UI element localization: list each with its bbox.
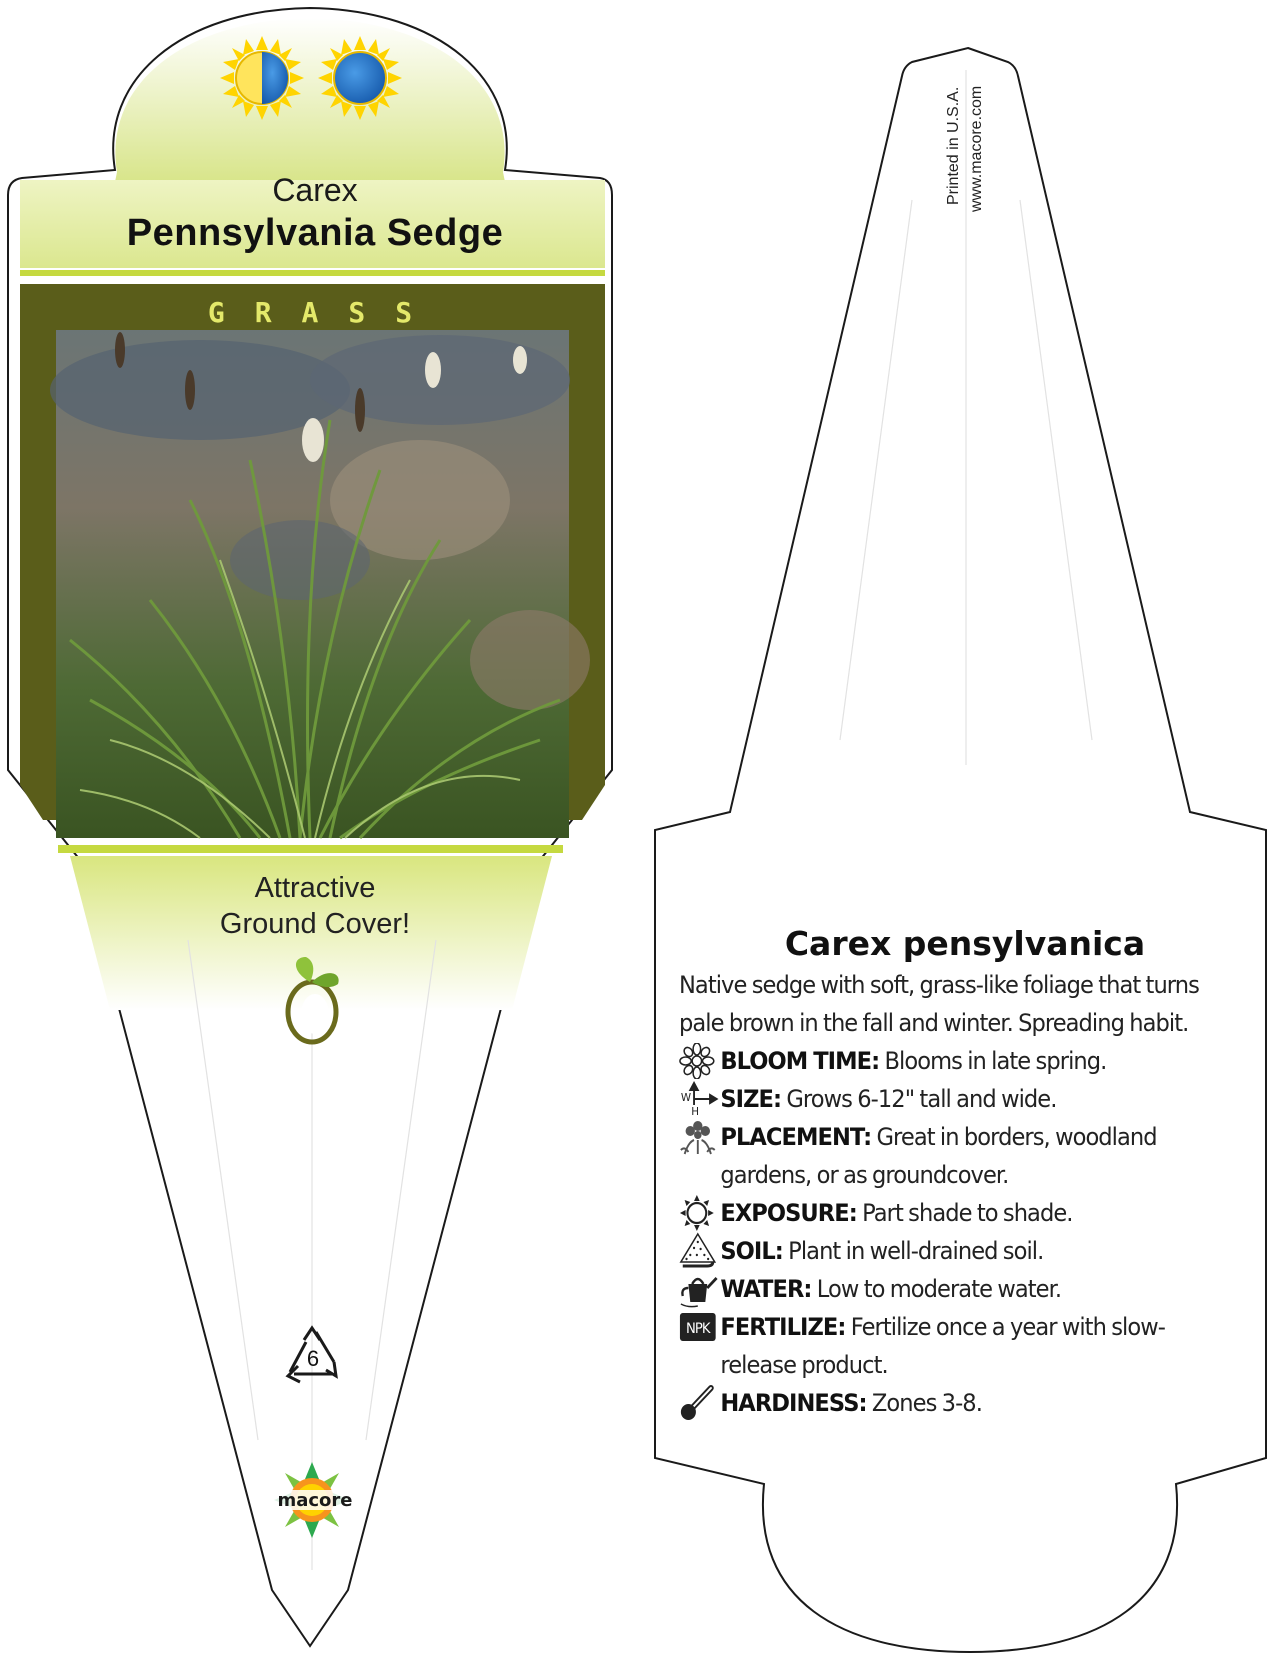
plant-common-name: Pennsylvania Sedge [126,212,504,254]
tagline [150,870,480,942]
hardiness-label: HARDINESS: [720,1389,867,1417]
exposure-label: EXPOSURE: [720,1199,857,1227]
care-info [679,966,1224,1422]
info-row-water [679,1270,1224,1308]
size-w-letter: W [680,1090,691,1105]
soil-icon [679,1232,720,1270]
tagline-line-1: Attractive [254,872,376,904]
plant-category: GRASS [207,296,443,329]
placement-label: PLACEMENT: [720,1123,872,1151]
size-label: SIZE: [720,1085,782,1113]
watering-can-icon [679,1270,720,1308]
npk-text: NPK [686,1320,710,1338]
website-text: www.macore.com [968,85,985,212]
info-row-hardiness [679,1384,1224,1422]
bloom-text: Blooms in late spring. [884,1047,1107,1075]
placement-icon [679,1118,720,1156]
info-row-soil [679,1232,1224,1270]
water-text: Low to moderate water. [816,1275,1062,1303]
plant-genus: Carex [272,172,358,208]
plant-photo [50,330,590,838]
placement-text: Great in borders, woodland gardens, or as groundcover. [720,1123,1157,1189]
recycle-code: 6 [306,1346,320,1371]
info-row-fertilize [679,1308,1224,1384]
tagline-line-2: Ground Cover! [219,908,411,940]
size-text: Grows 6-12" tall and wide. [786,1085,1057,1113]
flower-icon [679,1042,720,1080]
fertilize-label: FERTILIZE: [720,1313,846,1341]
description: Native sedge with soft, grass-like foliage that turns pale brown in the fall and winter. Spreading habit. [679,971,1199,1037]
size-arrows-icon [679,1080,720,1118]
sun-outline-icon [679,1194,720,1232]
botanical-name: Carex pensylvanica [784,924,1146,963]
fertilize-text: Fertilize once a year with slow-release product. [720,1313,1165,1379]
brand-name: macore [277,1490,353,1511]
soil-text: Plant in well-drained soil. [788,1237,1044,1265]
hardiness-text: Zones 3-8. [871,1389,982,1417]
water-label: WATER: [720,1275,812,1303]
info-row-placement [679,1118,1224,1194]
info-row-bloom [679,1042,1224,1080]
thermometer-icon [679,1384,720,1422]
bloom-label: BLOOM TIME: [720,1047,880,1075]
shade-icon [318,36,402,120]
part-sun-icon [220,36,304,120]
info-row-size [679,1080,1224,1118]
npk-icon [679,1308,720,1346]
printed-in-text: Printed in U.S.A. [945,86,962,205]
info-row-exposure [679,1194,1224,1232]
size-h-letter: H [691,1104,699,1117]
exposure-text: Part shade to shade. [862,1199,1073,1227]
soil-label: SOIL: [720,1237,783,1265]
